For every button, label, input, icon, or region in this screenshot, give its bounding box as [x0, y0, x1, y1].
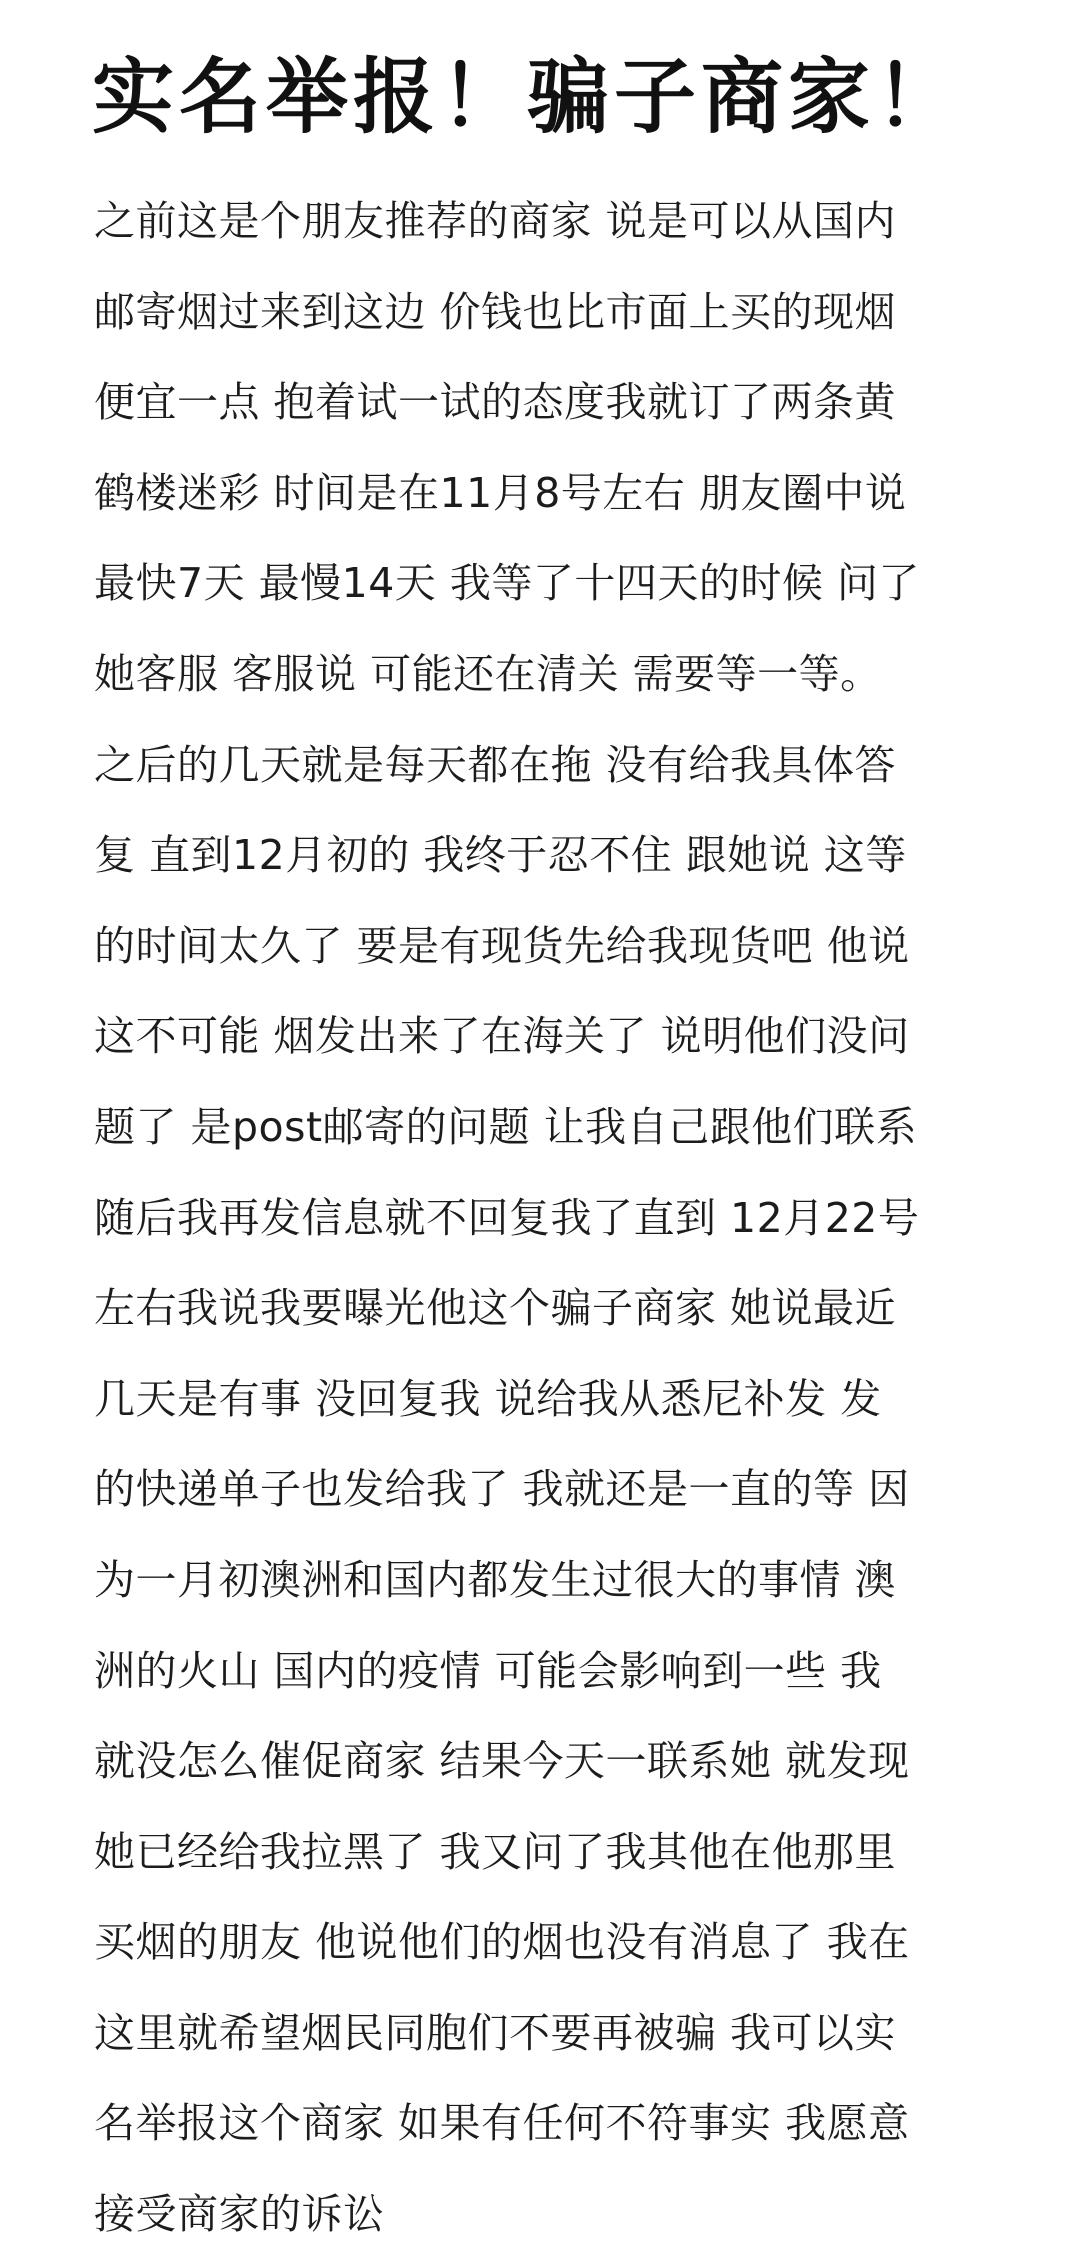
body-line: 最快7天 最慢14天 我等了十四天的时候 问了 [94, 559, 920, 608]
body-line: 几天是有事 没回复我 说给我从悉尼补发 发 [94, 1374, 882, 1423]
body-line: 她已经给我拉黑了 我又问了我其他在他那里 [94, 1827, 897, 1876]
body-line: 名举报这个商家 如果有任何不符事实 我愿意 [94, 2099, 910, 2148]
body-line: 为一月初澳洲和国内都发生过很大的事情 澳 [94, 1555, 897, 1604]
body-line: 之后的几天就是每天都在拖 没有给我具体答 [94, 740, 897, 789]
body-line: 买烟的朋友 他说他们的烟也没有消息了 我在 [94, 1918, 910, 1967]
body-line: 邮寄烟过来到这边 价钱也比市面上买的现烟 [94, 287, 897, 336]
body-line: 随后我再发信息就不回复我了直到 12月22号 [94, 1193, 920, 1242]
body-line: 这不可能 烟发出来了在海关了 说明他们没问 [94, 1012, 910, 1061]
body-line: 她客服 客服说 可能还在清关 需要等一等。 [94, 649, 882, 698]
body-line: 洲的火山 国内的疫情 可能会影响到一些 我 [94, 1646, 882, 1695]
body-line: 左右我说我要曝光他这个骗子商家 她说最近 [94, 1284, 897, 1333]
body-line: 这里就希望烟民同胞们不要再被骗 我可以实 [94, 2008, 897, 2057]
body-line: 的时间太久了 要是有现货先给我现货吧 他说 [94, 921, 910, 970]
body-line: 题了 是post邮寄的问题 让我自己跟他们联系 [94, 1102, 918, 1151]
post-body [94, 176, 1054, 2260]
body-line: 鹤楼迷彩 时间是在11月8号左右 朋友圈中说 [94, 468, 907, 517]
body-line: 便宜一点 抱着试一试的态度我就订了两条黄 [94, 378, 897, 427]
body-line: 就没怎么催促商家 结果今天一联系她 就发现 [94, 1737, 910, 1786]
body-line: 复 直到12月初的 我终于忍不住 跟她说 这等 [94, 831, 907, 880]
post-title: 实名举报！骗子商家！ [92, 50, 963, 145]
body-line: 之前这是个朋友推荐的商家 说是可以从国内 [94, 197, 897, 245]
body-line: 接受商家的诉讼 [94, 2190, 385, 2239]
body-line: 的快递单子也发给我了 我就还是一直的等 因 [94, 1465, 910, 1514]
